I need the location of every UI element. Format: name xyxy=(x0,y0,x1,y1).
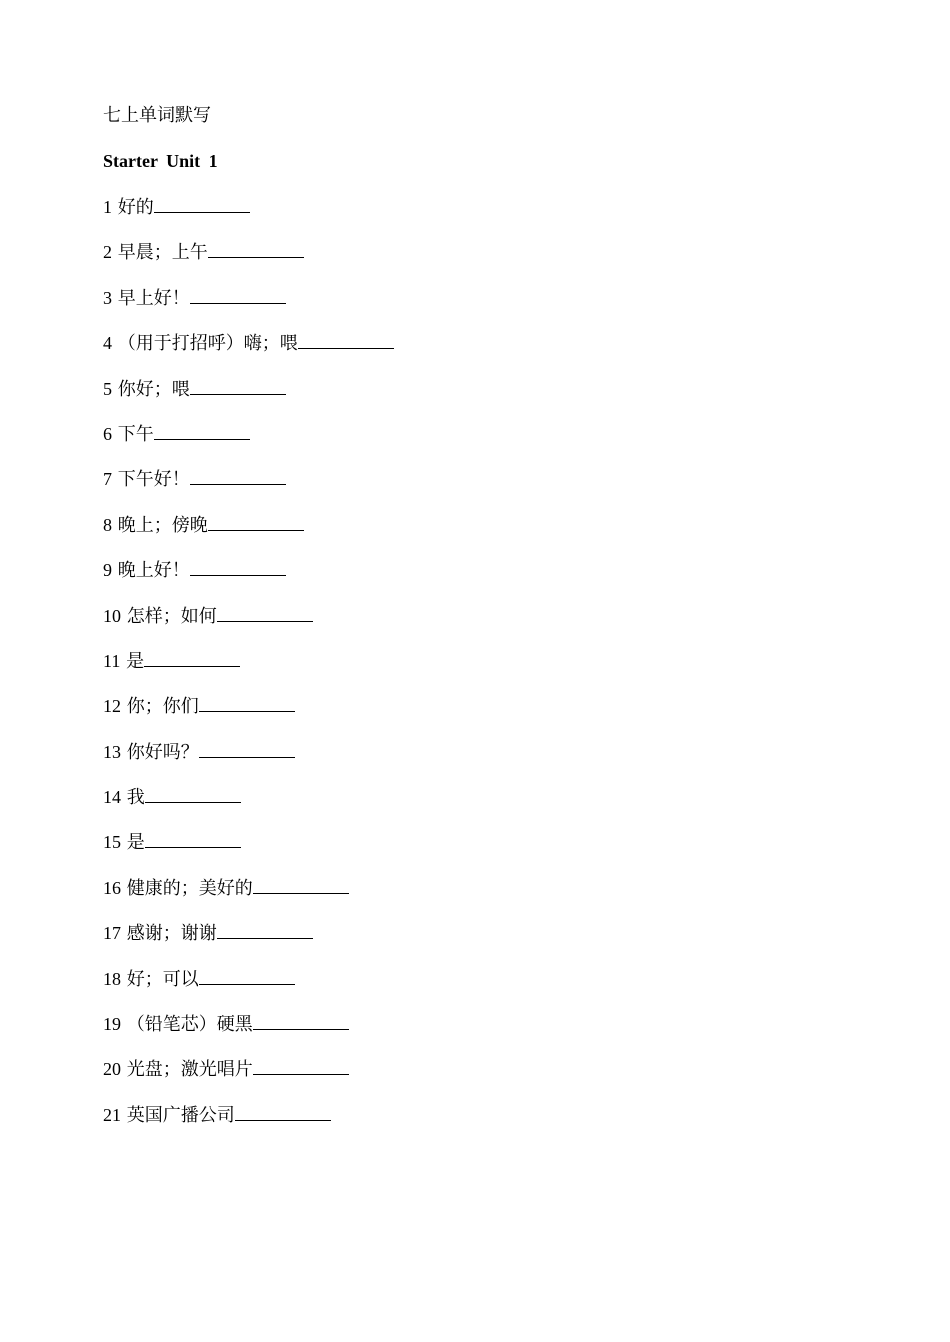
vocab-item xyxy=(103,920,903,944)
item-number: 4 xyxy=(103,333,112,354)
item-prompt: 晚上好！ xyxy=(117,560,190,582)
answer-blank[interactable] xyxy=(253,1011,349,1030)
vocab-item xyxy=(103,330,903,354)
item-prompt: 是 xyxy=(126,832,145,854)
item-prompt: （铅笔芯）硬黑 xyxy=(126,1014,253,1036)
item-prompt: 你好吗？ xyxy=(126,741,199,763)
vocab-list xyxy=(103,194,903,1126)
answer-blank[interactable] xyxy=(235,1102,331,1121)
item-prompt: 光盘；激光唱片 xyxy=(126,1059,253,1081)
item-number: 1 xyxy=(103,197,112,217)
answer-blank[interactable] xyxy=(154,194,250,213)
document-title: 七上单词默写 xyxy=(103,105,211,126)
vocab-item xyxy=(103,693,903,717)
item-number: 15 xyxy=(103,832,121,853)
item-prompt: 怎样；如何 xyxy=(126,605,217,627)
answer-blank[interactable] xyxy=(253,1056,349,1075)
vocab-item xyxy=(103,1011,903,1035)
item-prompt: 英国广播公司 xyxy=(126,1104,235,1126)
answer-blank[interactable] xyxy=(145,829,241,848)
item-prompt: 健康的；美好的 xyxy=(126,877,253,899)
answer-blank[interactable] xyxy=(208,239,304,258)
item-number: 14 xyxy=(103,787,121,808)
item-number: 16 xyxy=(103,877,121,898)
item-number: 3 xyxy=(103,287,112,308)
item-number: 8 xyxy=(103,514,112,535)
worksheet-page xyxy=(103,104,903,1147)
item-number: 10 xyxy=(103,605,121,626)
item-prompt: 是 xyxy=(126,650,145,672)
item-prompt: 感谢；谢谢 xyxy=(126,923,217,945)
item-prompt: 好；可以 xyxy=(126,968,199,990)
answer-blank[interactable] xyxy=(199,966,295,985)
item-number: 19 xyxy=(103,1014,121,1035)
answer-blank[interactable] xyxy=(190,466,286,485)
item-number: 6 xyxy=(103,423,112,444)
vocab-item xyxy=(103,966,903,990)
vocab-item xyxy=(103,239,903,263)
vocab-item xyxy=(103,285,903,309)
item-prompt: 早上好！ xyxy=(117,287,190,309)
answer-blank[interactable] xyxy=(145,784,241,803)
vocab-item xyxy=(103,1056,903,1080)
item-prompt: 我 xyxy=(126,787,145,809)
vocab-item xyxy=(103,603,903,627)
answer-blank[interactable] xyxy=(190,285,286,304)
answer-blank[interactable] xyxy=(253,875,349,894)
answer-blank[interactable] xyxy=(217,920,313,939)
vocab-item xyxy=(103,376,903,400)
item-prompt: 早晨；上午 xyxy=(117,242,208,264)
item-prompt: 下午好！ xyxy=(117,469,190,491)
item-number: 11 xyxy=(103,650,121,671)
item-number: 20 xyxy=(103,1059,121,1080)
answer-blank[interactable] xyxy=(199,693,295,712)
answer-blank[interactable] xyxy=(190,376,286,395)
item-number: 9 xyxy=(103,560,112,581)
vocab-item xyxy=(103,648,903,672)
vocab-item xyxy=(103,875,903,899)
item-number: 12 xyxy=(103,696,121,717)
vocab-item xyxy=(103,1102,903,1126)
item-number: 13 xyxy=(103,741,121,762)
item-prompt: 晚上；傍晚 xyxy=(117,514,208,536)
item-prompt: 下午 xyxy=(117,423,154,445)
answer-blank[interactable] xyxy=(199,739,295,758)
item-prompt: （用于打招呼）嗨；喂 xyxy=(117,333,298,355)
item-number: 7 xyxy=(103,469,112,490)
item-prompt: 你好；喂 xyxy=(117,378,190,400)
vocab-item xyxy=(103,466,903,490)
answer-blank[interactable] xyxy=(298,330,394,349)
answer-blank[interactable] xyxy=(154,421,250,440)
answer-blank[interactable] xyxy=(208,512,304,531)
vocab-item xyxy=(103,784,903,808)
item-number: 5 xyxy=(103,378,112,399)
answer-blank[interactable] xyxy=(144,648,240,667)
vocab-item xyxy=(103,194,903,218)
item-number: 18 xyxy=(103,968,121,989)
vocab-item xyxy=(103,557,903,581)
item-number: 17 xyxy=(103,923,121,944)
answer-blank[interactable] xyxy=(190,557,286,576)
item-number: 21 xyxy=(103,1104,121,1125)
vocab-item xyxy=(103,421,903,445)
answer-blank[interactable] xyxy=(217,603,313,622)
vocab-item xyxy=(103,512,903,536)
item-prompt: 你；你们 xyxy=(126,696,199,718)
vocab-item xyxy=(103,739,903,763)
section-heading: Starter Unit 1 xyxy=(103,151,218,171)
vocab-item xyxy=(103,829,903,853)
item-prompt: 好的 xyxy=(117,197,154,218)
item-number: 2 xyxy=(103,242,112,263)
